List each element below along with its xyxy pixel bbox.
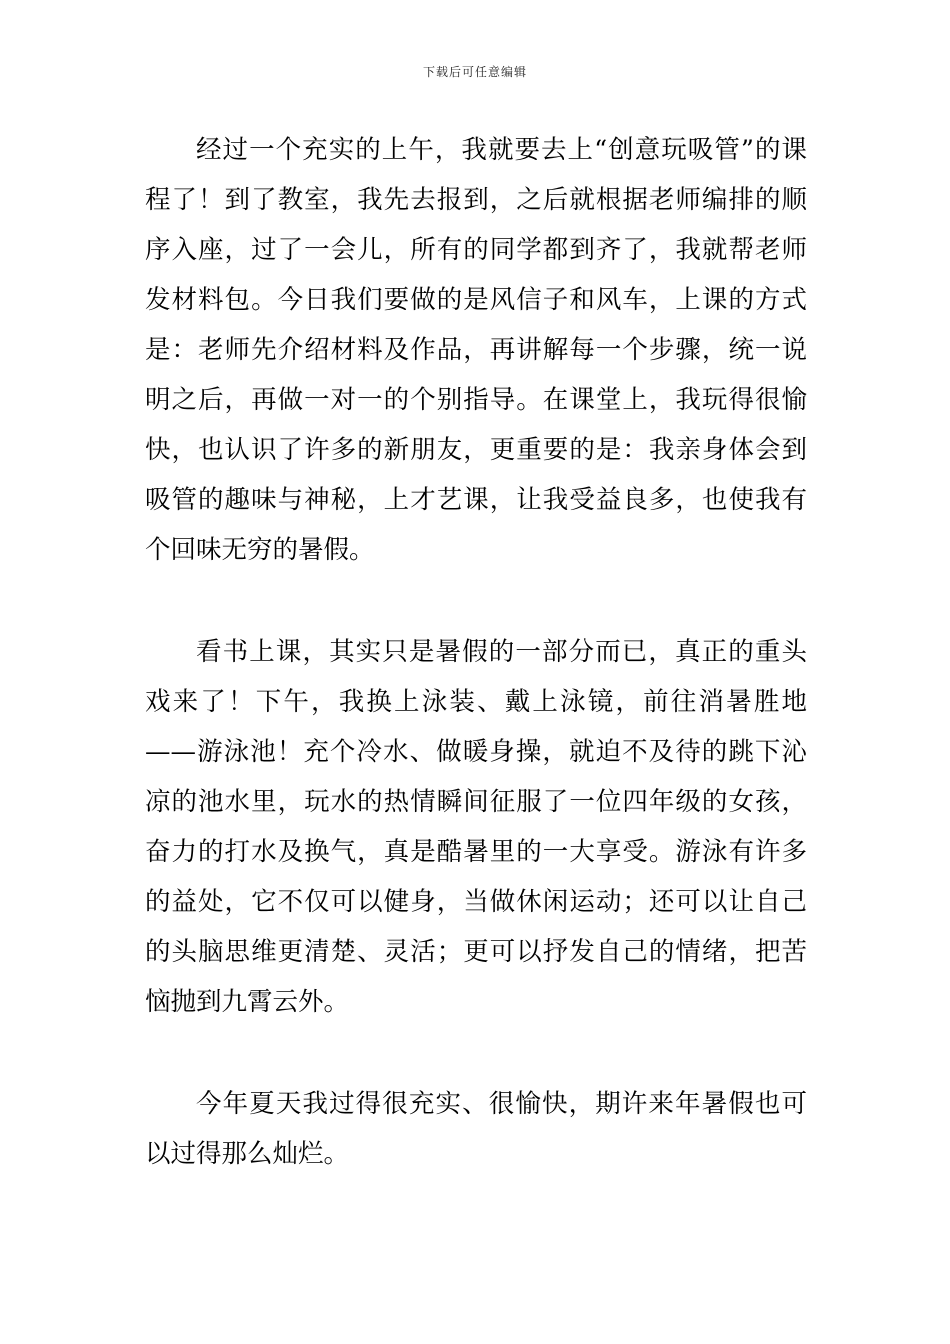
paragraph-1: 经过一个充实的上午，我就要去上“创意玩吸管”的课程了！到了教室，我先去报到，之后就根据老师编排的顺序入座，过了一会儿，所有的同学都到齐了，我就帮老师发材料包。今日我们要做的是风信子和风车，上课的方式是：老师先介绍材料及作品，再讲解每一个步骤，统一说明之后，再做一对一的个别指导。在课堂上，我玩得很愉快，也认识了许多的新朋友，更重要的是：我亲身体会到吸管的趣味与神秘，上才艺课，让我受益良多，也使我有个回味无穷的暑假。 (145, 135, 807, 565)
document-body (145, 125, 807, 1179)
paragraph-3: 今年夏天我过得很充实、很愉快，期许来年暑假也可以过得那么灿烂。 (145, 1089, 807, 1169)
page-header: 下载后可任意编辑 (422, 65, 527, 79)
paragraph-2: 看书上课，其实只是暑假的一部分而已，真正的重头戏来了！下午，我换上泳装、戴上泳镜，前往消暑胜地——游泳池！充个冷水、做暖身操，就迫不及待的跳下沁凉的池水里，玩水的热情瞬间征服了一位四年级的女孩，奋力的打水及换气，真是酷暑里的一大享受。游泳有许多的益处，它不仅可以健身，当做休闲运动；还可以让自己的头脑思维更清楚、灵活；更可以抒发自己的情绪，把苦恼抛到九霄云外。 (145, 637, 807, 1017)
